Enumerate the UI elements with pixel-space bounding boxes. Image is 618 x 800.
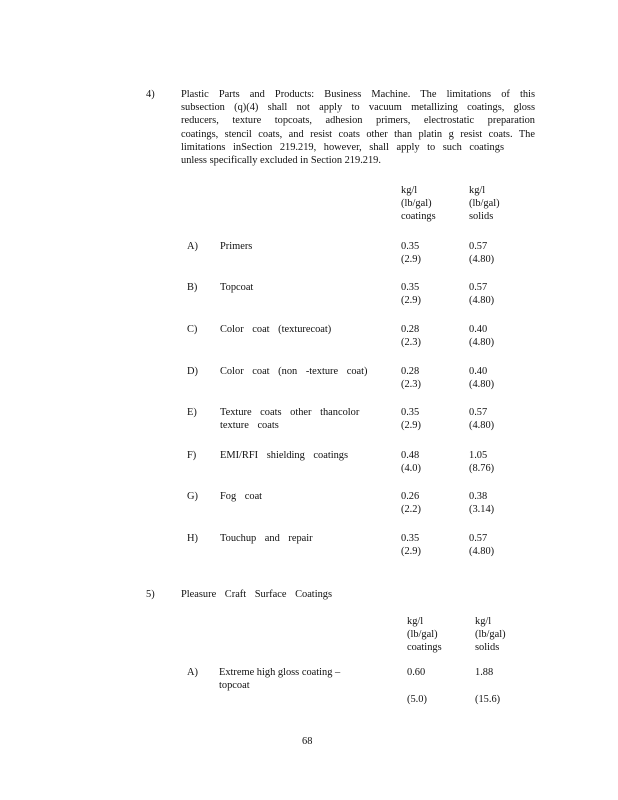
table-row-value-solids-lbgal: (4.80) <box>469 546 495 558</box>
table-row-label: Color coat (texturecoat) <box>220 324 332 335</box>
paragraph-line: Plastic Parts and Products: Business Machine. The limitations of this <box>181 89 535 100</box>
table-row-value-solids: 0.57 <box>469 407 488 418</box>
table-row-value-solids-lbgal: (4.80) <box>469 295 495 307</box>
header-line: solids <box>469 211 494 223</box>
table-row-value-coatings: 0.48 <box>401 450 420 461</box>
section-5-col1-header <box>407 615 442 655</box>
header-line: kg/l <box>475 616 492 627</box>
table-row-value-solids: 1.05 <box>469 450 488 461</box>
label-line: Extreme high gloss coating – <box>219 667 341 678</box>
table-row-value-solids: 0.57 <box>469 241 488 252</box>
table-row-value-coatings-lbgal: (2.3) <box>401 379 421 391</box>
table-row-label: Primers <box>220 241 253 252</box>
section-5-row-letter: A) <box>187 667 198 678</box>
table-row-letter: E) <box>187 407 197 418</box>
header-line: (lb/gal) <box>475 629 506 641</box>
table-row-value-coatings-lbgal: (2.9) <box>401 546 421 558</box>
section-5-row-label <box>219 666 340 692</box>
table-row-letter: F) <box>187 450 197 461</box>
table-row-letter: H) <box>187 533 198 544</box>
section-5-title: Pleasure Craft Surface Coatings <box>181 589 333 600</box>
table-row-value-coatings: 0.35 <box>401 407 420 418</box>
table-row-value-coatings: 0.28 <box>401 324 420 335</box>
table-row-letter: G) <box>187 491 198 502</box>
section-5-number: 5) <box>146 589 155 600</box>
table-row-label: EMI/RFI shielding coatings <box>220 450 349 461</box>
section-5-row-value-coatings-lbgal: (5.0) <box>407 694 427 705</box>
header-line: kg/l <box>469 185 486 196</box>
paragraph-line: reducers, texture topcoats, adhesion primers, electrostatic preparation <box>181 115 535 127</box>
table-row-letter: B) <box>187 282 198 293</box>
table-row-value-coatings-lbgal: (2.9) <box>401 420 421 432</box>
header-line: (lb/gal) <box>401 198 432 210</box>
table-row-value-coatings-lbgal: (2.2) <box>401 504 421 516</box>
table-row-value-solids: 0.38 <box>469 491 488 502</box>
header-line: coatings <box>407 642 442 654</box>
table-row-value-coatings: 0.35 <box>401 533 420 544</box>
table-row-value-solids: 0.57 <box>469 533 488 544</box>
table-row-label: texture coats <box>220 420 279 432</box>
section-5-col2-header <box>475 615 506 655</box>
table-row-value-coatings-lbgal: (2.3) <box>401 337 421 349</box>
table-row-value-solids-lbgal: (4.80) <box>469 379 495 391</box>
table-row-value-solids-lbgal: (3.14) <box>469 504 495 516</box>
table-row-value-coatings-lbgal: (4.0) <box>401 463 421 475</box>
table-row-label: Touchup and repair <box>220 533 313 544</box>
section-5-row-value-solids: 1.88 <box>475 667 494 678</box>
table-row-value-coatings: 0.35 <box>401 282 420 293</box>
paragraph-line: coatings, stencil coats, and resist coats other than platin g resist coats. The <box>181 128 535 140</box>
section-4-col2-header <box>469 184 500 224</box>
table-row-letter: A) <box>187 241 198 252</box>
table-row-letter: C) <box>187 324 198 335</box>
table-row-value-solids: 0.40 <box>469 324 488 335</box>
section-5-row-value-coatings: 0.60 <box>407 667 426 678</box>
section-4-paragraph <box>181 88 535 167</box>
table-row-label: Texture coats other thancolor <box>220 407 360 418</box>
table-row-letter: D) <box>187 366 198 377</box>
section-4-number: 4) <box>146 89 155 100</box>
paragraph-line: subsection (q)(4) shall not apply to vacuum metallizing coatings, gloss <box>181 102 535 114</box>
paragraph-line: limitations inSection 219.219, however, shall apply to such coatings <box>181 141 504 153</box>
table-row-label: Color coat (non -texture coat) <box>220 366 368 377</box>
header-line: solids <box>475 642 500 654</box>
table-row-value-coatings-lbgal: (2.9) <box>401 254 421 266</box>
header-line: coatings <box>401 211 436 223</box>
table-row-value-solids-lbgal: (8.76) <box>469 463 495 475</box>
table-row-label: Fog coat <box>220 491 263 502</box>
table-row-value-coatings-lbgal: (2.9) <box>401 295 421 307</box>
table-row-value-coatings: 0.28 <box>401 366 420 377</box>
section-5-row-value-solids-lbgal: (15.6) <box>475 694 501 705</box>
table-row-value-coatings: 0.26 <box>401 491 420 502</box>
paragraph-line: unless specifically excluded in Section 219.219. <box>181 155 381 167</box>
table-row-value-coatings: 0.35 <box>401 241 420 252</box>
table-row-value-solids-lbgal: (4.80) <box>469 337 495 349</box>
table-row-label: Topcoat <box>220 282 254 293</box>
header-line: kg/l <box>401 185 418 196</box>
header-line: (lb/gal) <box>407 629 438 641</box>
table-row-value-solids: 0.57 <box>469 282 488 293</box>
header-line: kg/l <box>407 616 424 627</box>
table-row-value-solids-lbgal: (4.80) <box>469 254 495 266</box>
page-number: 68 <box>302 736 313 747</box>
table-row-value-solids-lbgal: (4.80) <box>469 420 495 432</box>
table-row-value-solids: 0.40 <box>469 366 488 377</box>
header-line: (lb/gal) <box>469 198 500 210</box>
label-line: topcoat <box>219 680 250 692</box>
section-4-col1-header <box>401 184 436 224</box>
